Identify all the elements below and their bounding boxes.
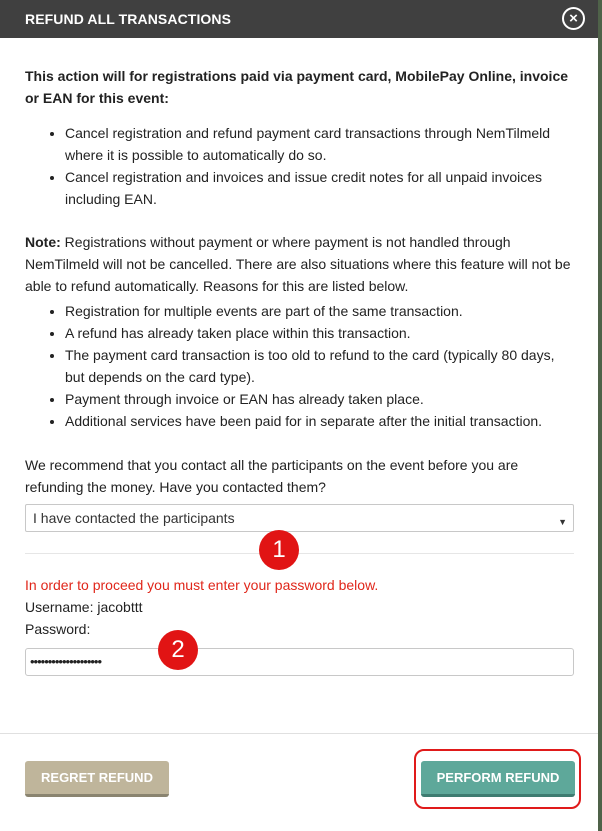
close-icon[interactable]: × (562, 7, 585, 30)
modal-header (0, 0, 598, 38)
divider (25, 553, 574, 554)
dropdown-arrow-icon: ▼ (558, 517, 567, 527)
note-label: Note: (25, 234, 61, 250)
annotation-marker-1: 1 (259, 530, 299, 570)
username-line: Username: jacobttt (25, 599, 143, 615)
reasons-list (25, 300, 574, 432)
perform-refund-button[interactable]: PERFORM REFUND (421, 761, 575, 797)
annotation-marker-2: 2 (158, 630, 198, 670)
intro-text: This action will for registrations paid via payment card, MobilePay Online, invoice or EAN for this event: (25, 68, 569, 106)
footer-divider (0, 733, 598, 734)
password-label: Password: (25, 621, 91, 637)
list-item: • A refund has already taken place within this transaction. (65, 322, 574, 344)
regret-refund-button[interactable]: REGRET REFUND (25, 761, 169, 797)
list-item: • Additional services have been paid for in separate after the initial transaction. (65, 410, 574, 432)
actions-list (25, 122, 574, 210)
password-warning: In order to proceed you must enter your password below. (25, 577, 379, 593)
list-item: • Cancel registration and invoices and issue credit notes for all unpaid invoices including EAN. (65, 166, 574, 210)
list-item: • Payment through invoice or EAN has already taken place. (65, 388, 574, 410)
list-item: • Cancel registration and refund payment card transactions through NemTilmeld where it is possible to automatically do so. (65, 122, 574, 166)
note-text: Registrations without payment or where payment is not handled through NemTilmeld will not be cancelled. There are also situations where this feature will not be able to refund automatically. Reasons for this are listed below. (25, 234, 571, 294)
perform-button-highlight (414, 749, 581, 809)
recommend-text: We recommend that you contact all the participants on the event before you are refunding the money. Have you contacted them? (25, 457, 519, 495)
contact-select[interactable] (25, 504, 574, 532)
password-field[interactable]: •••••••••••••••••••• (25, 648, 574, 676)
modal-body (0, 65, 598, 676)
modal-title: REFUND ALL TRANSACTIONS (25, 11, 232, 27)
list-item: • The payment card transaction is too old to refund to the card (typically 80 days, but depends on the card type). (65, 344, 574, 388)
contact-select-value: I have contacted the participants (33, 510, 235, 526)
note-paragraph (25, 231, 574, 297)
list-item: • Registration for multiple events are part of the same transaction. (65, 300, 574, 322)
